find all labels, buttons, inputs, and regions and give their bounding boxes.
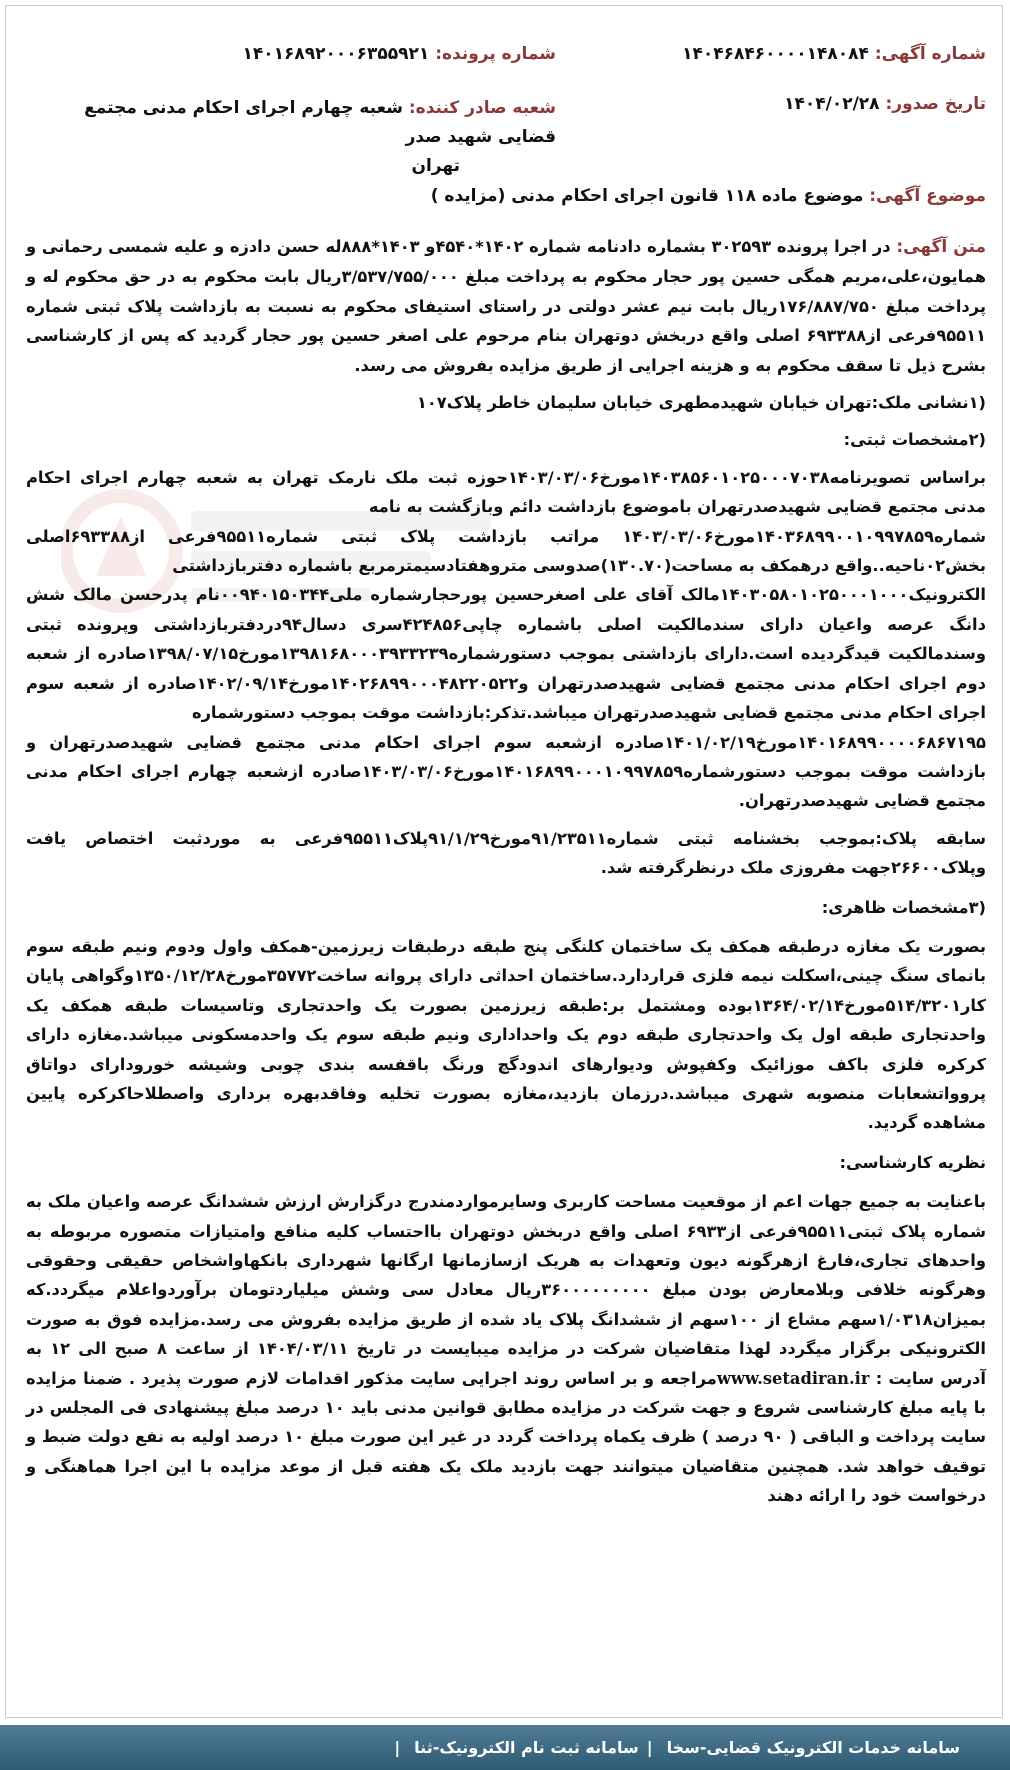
auction-terms: مراجعه و بر اساس روند اجرایی سایت مذکور اقدامات لازم صورت پذیرد . ضمنا مزایده با پایه مبلغ کارشناسی شروع و جهت شرکت در مزایده مطابق قوانین مدنی باید ۱۰ درصد مبلغ پیشنهادی فی المجلس در سایت پرداخت و الباقی ( ۹۰ درصد ) ظرف یکماه پرداخت گردد در غیر این صورت مبلغ ۱۰ درصد اولیه به نفع دولت ضبط و توقیف خواهد شد. همچنین متقاضیان میتوانند جهت بازدید ملک یک هفته قبل از موعد مزایده با این اجرا هماهنگی و درخواست خود را ارائه دهند <box>26 1368 987 1506</box>
footer-link-sana[interactable]: سامانه ثبت نام الکترونیک-ثنا <box>414 1738 639 1757</box>
registration-text-a: براساس تصویرنامه۱۴۰۳۸۵۶۰۱۰۲۵۰۰۰۷۰۳۸مورخ۱۴۰۳/۰۳/۰۶حوزه ثبت ملک نارمک تهران به شعبه چهارم اجرای احکام مدنی مجتمع قضایی شهیدصدرتهران باموضوع بازداشت دائم وبازگشت به نامه <box>26 467 986 517</box>
expert-text <box>26 1187 986 1510</box>
case-number: ۱۴۰۱۶۸۹۲۰۰۰۶۳۵۵۹۲۱ <box>242 44 430 64</box>
intro-text: در اجرا پرونده ۳۰۲۵۹۳ بشماره دادنامه شماره ۱۴۰۲*۴۵۴۰و ۱۴۰۳*۸۸۸له حسن دادزه و علیه شمسی رحمانی و همایون،علی،مریم همگی حسین پور حجار محکوم به پرداخت مبلغ ۳/۵۳۷/۷۵۵/۰۰۰ریال بابت محکوم به در حق محکوم له و پرداخت مبلغ ۱۷۶/۸۸۷/۷۵۰ریال بابت نیم عشر دولتی در راستای استیفای محکوم به نسبت به بازداشت پلاک ثبتی شماره ۹۵۵۱۱فرعی از۶۹۳۳۸۸ اصلی واقع دربخش دوتهران بنام مرحوم علی اصغر حسین پور حجار گردید که پس از کارشناسی بشرح ذیل تا سقف محکوم به و هزینه اجرایی از طریق مزایده بفروش می رسد. <box>26 237 986 375</box>
issue-date-row <box>784 94 986 114</box>
footer-link-sakha[interactable]: سامانه خدمات الکترونیک قضایی-سخا <box>666 1738 960 1757</box>
expert-heading: نظریه کارشناسی: <box>839 1152 986 1172</box>
subject-row <box>431 186 986 206</box>
case-number-label: شماره پرونده: <box>435 44 556 64</box>
appearance-text: بصورت یک مغازه درطبقه همکف یک ساختمان کلنگی پنج طبقه درطبقات زیرزمین-همکف واول ودوم ونیم طبقه سوم بانمای سنگ چینی،اسکلت نیمه فلزی قراردارد.ساختمان احداثی دارای پروانه ساخت۳۵۷۷۲مورخ۱۳۵۰/۱۲/۲۸وگواهی پایان کار۵۱۴/۳۲۰۱مورخ۱۳۶۴/۰۲/۱۴بوده ومشتمل بر:طبقه زیرزمین بصورت یک واحدتجاری وتاسیسات طبقه همکف یک واحدتجاری طبقه اول یک واحدتجاری طبقه دوم یک واحداداری ونیم طبقه سوم یک واحدمسکونی میباشد.مغازه دارای کرکره فلزی باکف موزائیک وکفپوش ودیوارهای اندودگچ ورنگ باقفسه بندی چوبی وشیشه خورودارای دواتاق پروواتشعابات منصوبه شهری میباشد.درزمان بازدید،مغازه بصورت تخلیه وفاقدبهره برداری واصطلاحاکرکره پایین مشاهده گردید. <box>26 936 986 1133</box>
address-line: (۱نشانی ملک:تهران خیابان شهیدمطهری خیابان سلیمان خاطر پلاک۱۰۷ <box>416 393 986 413</box>
notice-page <box>5 5 1003 1718</box>
notice-body <box>26 232 986 1511</box>
case-number-row <box>242 44 556 64</box>
appearance-heading: (۳مشخصات ظاهری: <box>821 897 986 917</box>
registration-text-b: شماره۱۴۰۳۶۸۹۹۰۰۱۰۹۹۷۸۵۹مورخ۱۴۰۳/۰۳/۰۶ مراتب بازداشت پلاک ثبتی شماره۹۵۵۱۱فرعی از۶۹۳۳۸۸اصلی بخش۰۲ناحیه..واقع درهمکف به مساحت(۱۳۰.۷۰)صدوسی متروهفتادسیمترمربع باشماره دفتربازداشتی <box>26 526 986 576</box>
subject-label: موضوع آگهی: <box>869 186 986 206</box>
branch-city: تهران <box>411 156 460 176</box>
body-label: متن آگهی: <box>896 237 986 257</box>
setadiran-link[interactable]: www.setadiran.ir <box>716 1368 870 1388</box>
branch-row <box>36 94 556 181</box>
ad-number-label: شماره آگهی: <box>874 44 986 64</box>
registration-text-c: الکترونیک۱۴۰۳۰۵۸۰۱۰۲۵۰۰۰۱۰۰۰مالک آقای علی اصغرحسین پورحجارشماره ملی۰۰۹۴۰۱۵۰۳۴۴نام پدرحسن مالک شش دانگ عرصه واعیان دارای سندمالکیت اصلی باشماره چاپی۴۲۴۸۵۶سری دسال۹۴دردفتربازداشتی وپرونده ثبتی وسندمالکیت قیدگردیده است.دارای بازداشتی بموجب دستورشماره۱۳۹۸۱۶۸۰۰۰۳۹۳۳۲۳۹مورخ۱۳۹۸/۰۷/۱۵صادره از شعبه دوم اجرای احکام مدنی مجتمع قضایی شهیدصدرتهران و۱۴۰۲۶۸۹۹۰۰۰۴۸۲۲۰۵۲۲مورخ۱۴۰۲/۰۹/۱۴صادره از شعبه سوم اجرای احکام مدنی مجتمع قضایی شهیدصدرتهران میباشد.تذکر:بازداشت موقت بموجب دستورشماره <box>26 585 986 723</box>
subject-text: موضوع ماده ۱۱۸ قانون اجرای احکام مدنی (مزایده ) <box>430 186 864 206</box>
footer-separator-end: | <box>394 1738 401 1757</box>
intro-paragraph <box>26 232 986 380</box>
plate-history: سابقه پلاک:بموجب بخشنامه ثبتی شماره۹۱/۲۳۵۱۱مورخ۹۱/۱/۲۹پلاک۹۵۵۱۱فرعی به موردثبت اختصاص یافت وپلاک۲۶۶۰۰جهت مفروزی ملک درنظرگرفته شد. <box>26 828 986 878</box>
footer-bar <box>0 1725 1010 1770</box>
registration-text-d: ۱۴۰۱۶۸۹۹۰۰۰۰۶۸۶۷۱۹۵مورخ۱۴۰۱/۰۲/۱۹صادره ازشعبه سوم اجرای احکام مدنی مجتمع قضایی شهیدصدرتهران و بازداشت موقت بموجب دستورشماره۱۴۰۱۶۸۹۹۰۰۰۱۰۹۹۷۸۵۹مورخ۱۴۰۳/۰۳/۰۶صادره ازشعبه چهارم اجرای احکام مدنی مجتمع قضایی شهیدصدرتهران. <box>26 732 986 811</box>
ad-number: ۱۴۰۴۶۸۴۶۰۰۰۰۱۴۸۰۸۴ <box>682 44 869 64</box>
ad-number-row <box>682 44 986 64</box>
branch-label: شعبه صادر کننده: <box>408 98 556 118</box>
branch-name: شعبه چهارم اجرای احکام مدنی مجتمع قضایی شهید صدر <box>84 98 556 147</box>
registration-heading: (۲مشخصات ثبتی: <box>843 430 986 450</box>
issue-date: ۱۴۰۴/۰۲/۲۸ <box>784 94 880 114</box>
expert-opinion: باعنایت به جمیع جهات اعم از موقعیت مساحت کاربری وسایرمواردمندرج درگزارش ارزش ششدانگ عرصه واعیان ملک به شماره پلاک ثبتی۹۵۵۱۱فرعی از۶۹۳۳ اصلی واقع دربخش دوتهران بااحتساب کلیه منافع وامتیازات متصوره مربوطه به واحدهای تجاری،فارغ ازهرگونه دیون وتعهدات به هریک ازسازمانها ارگانها شهرداری بانکهاواشخاص حقیقی وحقوقی وهرگونه خلافی وبلامعارض بودن مبلغ ۳۶۰۰۰۰۰۰۰۰۰ریال معادل سی وشش میلیاردتومان برآوردواعلام میگردد.که بمیزان۱/۰۳۱۸سهم مشاع از ۱۰۰سهم از ششدانگ پلاک یاد شده از طریق مزایده بفروش می رسد.مزایده فوق به صورت الکترونیکی برگزار میگردد لهذا متقاضیان شرکت در مزایده میبایست در تاریخ ۱۴۰۴/۰۳/۱۱ از ساعت ۸ صبح الی ۱۲ به آدرس سایت : <box>26 1192 987 1388</box>
issue-date-label: تاریخ صدور: <box>885 94 986 114</box>
footer-separator: | <box>646 1738 653 1757</box>
